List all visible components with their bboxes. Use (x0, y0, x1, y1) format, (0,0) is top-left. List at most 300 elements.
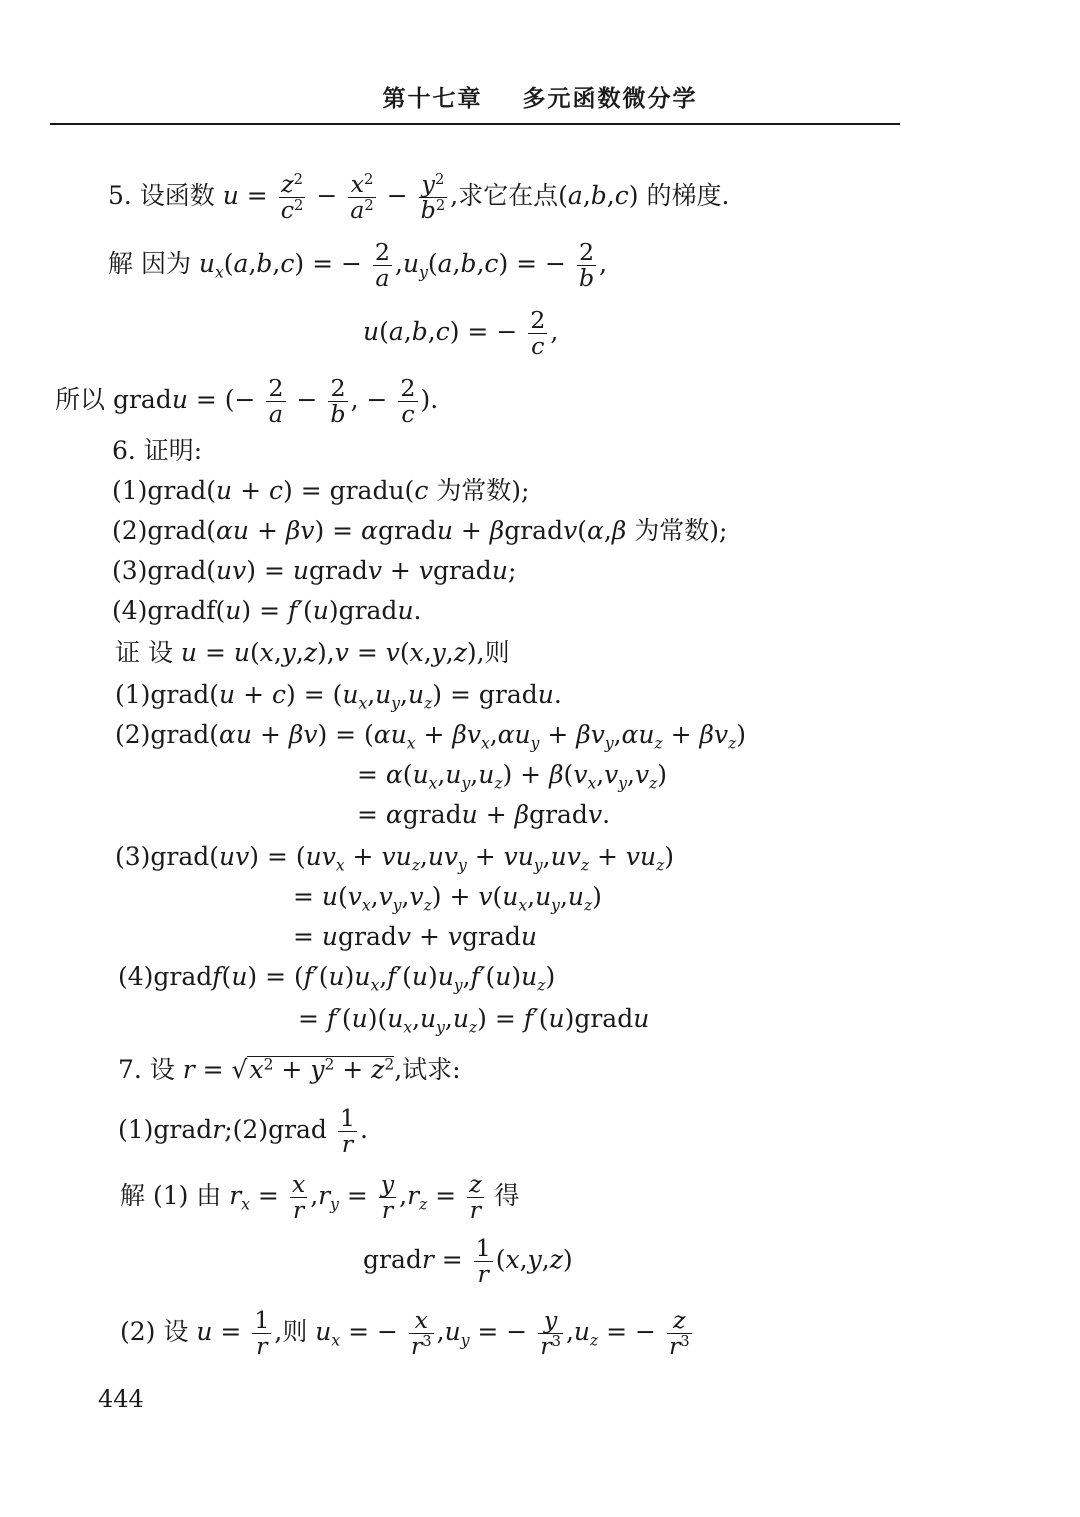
text-run: ). (420, 384, 439, 414)
text-run: ( (402, 760, 413, 789)
text-run: = √ (194, 1055, 248, 1084)
math-symbol: c (280, 196, 295, 225)
math-symbol: y (310, 1055, 325, 1084)
math-symbol: a (388, 316, 404, 346)
text-run: grad (338, 922, 397, 951)
text-run: , (519, 1244, 528, 1274)
text-run: + (452, 516, 490, 545)
math-symbol: αu (497, 720, 531, 749)
text-run: , (273, 638, 282, 667)
fraction-numerator (279, 172, 306, 198)
math-symbol: u (445, 760, 462, 789)
text-run: ; (507, 556, 517, 585)
math-symbol: b (460, 248, 477, 278)
math-symbol: u (461, 800, 478, 829)
math-symbol: a (375, 263, 390, 292)
solution-5-gradient (55, 376, 438, 427)
text-run: ) = grad (432, 680, 538, 709)
text-run: , (489, 720, 498, 749)
text-run: ( (538, 1004, 549, 1033)
text-run: (3)grad( (115, 842, 220, 871)
subscript: y (530, 734, 540, 753)
math-symbol: r (229, 1180, 242, 1210)
math-symbol: u (411, 962, 428, 991)
text-run: grad (432, 556, 492, 585)
math-symbol: c (435, 316, 450, 346)
text-run: 所以 grad (55, 384, 172, 414)
math-symbol: α (385, 760, 403, 789)
text-run: , (452, 248, 461, 278)
text-run: = (197, 638, 234, 667)
math-symbol: u (397, 596, 414, 625)
math-symbol: βv (285, 516, 315, 545)
math-symbol: r (668, 1332, 681, 1361)
text-run: ) + (431, 882, 479, 911)
math-symbol: b (330, 399, 346, 428)
math-symbol: βv (452, 720, 481, 749)
chapter-title: 多元函数微分学 (522, 85, 698, 112)
subscript: x (361, 896, 371, 915)
math-symbol: v (634, 760, 650, 789)
math-symbol: u (198, 248, 216, 278)
proof-6-part-3-line-1 (115, 844, 674, 874)
math-symbol: x (259, 638, 274, 667)
subscript: z (494, 774, 503, 793)
proof-6-part-4-line-2 (298, 1006, 649, 1036)
text-run: , (370, 882, 379, 911)
math-symbol: u (495, 962, 512, 991)
text-run: (4)gradf( (112, 596, 226, 625)
math-symbol: v (418, 556, 433, 585)
superscript: 3 (551, 1332, 561, 1350)
text-run: + (662, 720, 700, 749)
text-run: ) (664, 842, 675, 871)
text-run: . (360, 1114, 368, 1144)
fraction (577, 240, 596, 291)
proof-6-setup (115, 640, 510, 665)
math-symbol: v (409, 882, 424, 911)
text-run: ( (302, 596, 313, 625)
fraction (419, 172, 448, 223)
text-run: ) (592, 882, 602, 911)
subscript: x (587, 774, 597, 793)
text-run: 1 (254, 1306, 270, 1335)
superscript: 2 (293, 171, 303, 188)
superscript: 2 (263, 1055, 274, 1074)
math-symbol: b (590, 181, 607, 211)
math-symbol: v (563, 516, 578, 545)
math-symbol: v (347, 882, 362, 911)
fraction-denominator (279, 198, 306, 223)
text-run: grad (308, 556, 368, 585)
math-symbol: r (421, 1244, 434, 1274)
math-symbol: u (315, 1316, 332, 1346)
math-symbol: β (549, 760, 564, 789)
math-symbol: z (281, 170, 294, 199)
math-symbol: u (196, 1316, 213, 1346)
math-symbol: v (396, 922, 412, 951)
text-run: = (357, 800, 386, 829)
fraction-denominator (252, 1331, 271, 1360)
math-symbol: u (225, 596, 242, 625)
text-run: − (378, 181, 416, 211)
text-run: = (− (187, 384, 264, 414)
math-symbol: z (673, 1306, 686, 1334)
math-symbol: u (402, 248, 420, 278)
math-symbol: u (222, 181, 239, 211)
fraction-numerator (538, 1308, 563, 1334)
text-run: + (466, 842, 504, 871)
fraction-numerator (419, 172, 448, 198)
text-run: = (298, 1004, 327, 1033)
math-symbol: uv (550, 842, 581, 871)
math-symbol: α (586, 516, 604, 545)
math-symbol: u (437, 962, 454, 991)
math-symbol: b (411, 316, 428, 346)
math-symbol: v (385, 638, 400, 667)
math-symbol: y (281, 638, 296, 667)
text-run: ( (492, 882, 503, 911)
fraction-denominator (328, 399, 347, 428)
text-run: (2)grad( (112, 516, 217, 545)
text-run: ) (657, 760, 668, 789)
text-run: 2 (530, 306, 546, 334)
subscript: z (424, 694, 433, 713)
problem-5-statement (108, 172, 729, 223)
text-run: ( (379, 316, 389, 346)
text-run: + (477, 800, 515, 829)
text-run: , (310, 1180, 319, 1210)
fraction (379, 1172, 396, 1223)
math-symbol: f′ (303, 962, 319, 991)
problem-6-item-2 (112, 518, 727, 543)
math-symbol: a (437, 248, 453, 278)
text-run: 2 (374, 238, 390, 266)
math-symbol: u (292, 556, 309, 585)
math-symbol: u (502, 882, 519, 911)
subscript: z (656, 856, 665, 875)
text-run: , (541, 1244, 550, 1274)
subscript: y (391, 694, 401, 713)
fraction-numerator (409, 1308, 434, 1334)
subscript: y (618, 774, 628, 793)
math-symbol: f′ (523, 1004, 539, 1033)
fraction-numerator (290, 1172, 307, 1198)
text-run: grad (461, 922, 521, 951)
text-run: 为常数); (626, 516, 728, 545)
text-run: ( (495, 1244, 506, 1274)
math-symbol: u (491, 556, 508, 585)
fraction-numerator (577, 240, 596, 266)
text-run: , (367, 680, 376, 709)
math-symbol: u (520, 922, 537, 951)
text-run: + (273, 1055, 311, 1084)
math-symbol: v (587, 800, 603, 829)
math-symbol: r (407, 1180, 420, 1210)
text-run: grad (529, 800, 588, 829)
math-symbol: α (385, 800, 403, 829)
subscript: y (604, 734, 614, 753)
radicand (247, 1056, 394, 1082)
subscript: x (480, 734, 490, 753)
text-run: ) = ( (317, 720, 374, 749)
subscript: x (331, 1331, 341, 1350)
math-symbol: x (505, 1244, 520, 1274)
math-symbol: u (180, 638, 198, 667)
math-symbol: αu (373, 720, 407, 749)
math-symbol: u (573, 1316, 591, 1346)
text-run: grad (504, 516, 564, 545)
problem-7-parts (118, 1106, 368, 1157)
math-symbol: vu (503, 842, 534, 871)
text-run: = (249, 1180, 287, 1210)
text-run: ) (736, 720, 747, 749)
problem-6-item-1 (112, 478, 529, 503)
fraction-numerator (528, 308, 547, 334)
fraction (290, 1172, 307, 1223)
subscript: y (392, 896, 402, 915)
math-symbol: a (567, 181, 583, 211)
math-symbol: βv (699, 720, 729, 749)
math-symbol: r (469, 1195, 482, 1224)
math-symbol: x (414, 1306, 428, 1334)
fraction (266, 376, 285, 427)
math-symbol: v (447, 922, 462, 951)
text-run: + (252, 720, 289, 749)
math-symbol: v (604, 760, 619, 789)
math-symbol: y (421, 170, 435, 199)
text-run: , (444, 1004, 453, 1033)
subscript: z (411, 856, 420, 875)
fraction-denominator (577, 263, 596, 292)
math-symbol: uv (305, 842, 336, 871)
proof-6-part-2-line-3 (357, 802, 610, 827)
text-run: = (357, 760, 386, 789)
math-symbol: z (453, 638, 467, 667)
math-symbol: b (420, 196, 436, 225)
superscript: 3 (680, 1332, 690, 1350)
text-run: ( (402, 962, 412, 991)
problem-6-item-4 (112, 598, 422, 623)
text-run: ( (485, 962, 496, 991)
subscript: z (580, 856, 590, 875)
text-run: = (293, 922, 322, 951)
math-symbol: x (291, 1170, 306, 1198)
math-symbol: z (371, 1055, 385, 1084)
text-run: ) = (477, 1004, 524, 1033)
fraction (338, 1106, 357, 1157)
subscript: x (403, 1018, 413, 1037)
fraction (409, 1308, 434, 1359)
text-run: ) = − (294, 248, 370, 278)
math-symbol: a (268, 399, 284, 428)
text-run: ),则 (466, 638, 510, 667)
math-symbol: β (611, 516, 627, 545)
text-run: ) (562, 1244, 573, 1274)
math-symbol: vu (625, 842, 657, 871)
text-run: + (232, 476, 269, 505)
fraction (348, 172, 376, 223)
text-run: ) + (502, 760, 550, 789)
math-symbol: βv (576, 720, 605, 749)
text-run: )grad (564, 1004, 634, 1033)
text-run: grad (377, 516, 437, 545)
math-symbol: b (578, 263, 595, 292)
text-run: ( (338, 882, 348, 911)
math-symbol: u (219, 680, 236, 709)
math-symbol: f′ (288, 596, 303, 625)
subscript: x (241, 1195, 250, 1214)
text-run: , (295, 638, 304, 667)
math-symbol: r (341, 1129, 354, 1158)
subscript: z (728, 734, 737, 753)
math-symbol: c (271, 680, 286, 709)
text-run: , (606, 181, 615, 211)
text-run: (3)grad( (112, 556, 217, 585)
text-run: ( (577, 516, 587, 545)
text-run: − (308, 181, 346, 211)
fraction-numerator (474, 1236, 493, 1262)
fraction-numerator (467, 1172, 484, 1198)
fraction-denominator (348, 198, 376, 223)
superscript: 2 (364, 197, 374, 215)
text-run: = (238, 181, 276, 211)
text-run: + (235, 680, 272, 709)
text-run: ) = (241, 596, 288, 625)
text-run: ) = ( (286, 680, 343, 709)
text-run: ( (341, 1004, 352, 1033)
fraction-numerator (398, 376, 417, 402)
math-symbol: u (408, 680, 425, 709)
problem-6-heading (112, 438, 202, 463)
subscript: y (419, 263, 428, 282)
text-run: . (413, 596, 422, 625)
math-symbol: u (567, 882, 584, 911)
text-run: + (415, 720, 453, 749)
text-run: 2 (400, 374, 416, 402)
text-run: , − (350, 384, 396, 414)
text-run: ,试求: (394, 1055, 461, 1084)
math-symbol: u (321, 882, 339, 911)
text-run: , (470, 760, 479, 789)
text-run: ) = ( (247, 962, 304, 991)
text-run: , (395, 248, 403, 278)
proof-6-part-3-line-2 (293, 884, 602, 914)
math-symbol: u (342, 680, 359, 709)
text-run: 2 (330, 374, 346, 402)
text-run: 得 (486, 1180, 520, 1210)
math-symbol: β (489, 516, 505, 545)
math-symbol: u (354, 962, 371, 991)
math-symbol: α (361, 516, 378, 545)
page-number: 444 (98, 1385, 144, 1413)
text-run: ( (563, 760, 574, 789)
text-run: ), (317, 638, 335, 667)
proof-6-part-2-line-2 (357, 762, 667, 792)
math-symbol: r (292, 1195, 305, 1224)
text-run: = (427, 1180, 465, 1210)
text-run: = − (598, 1316, 664, 1346)
math-symbol: r (212, 1114, 225, 1144)
text-run: ) (511, 962, 522, 991)
fraction-denominator (467, 1195, 484, 1224)
math-symbol: uv (427, 842, 459, 871)
math-symbol: αu (216, 516, 250, 545)
problem-6-item-3 (112, 558, 516, 583)
math-symbol: x (350, 170, 365, 199)
solution-5-partials (108, 240, 607, 291)
math-symbol: a (233, 248, 249, 278)
math-symbol: r (381, 1195, 394, 1224)
text-run: + (249, 516, 286, 545)
text-run: ( (318, 962, 329, 991)
math-symbol: u (436, 516, 453, 545)
math-symbol: u (521, 962, 538, 991)
text-run: 5. 设函数 (108, 181, 223, 211)
math-symbol: αu (621, 720, 655, 749)
fraction-denominator (528, 331, 547, 360)
math-symbol: r (256, 1331, 268, 1360)
text-run: , (436, 1316, 445, 1346)
text-run: 为常数); (428, 476, 530, 505)
fraction (528, 308, 547, 359)
text-run: = (293, 882, 322, 911)
math-symbol: uv (216, 556, 247, 585)
chapter-number: 第十七章 (382, 85, 483, 112)
fraction-denominator (419, 198, 448, 223)
subscript: y (461, 774, 471, 793)
fraction-denominator (290, 1195, 307, 1224)
math-symbol: u (312, 596, 329, 625)
text-run: ( (223, 248, 234, 278)
text-run: 7. 设 (118, 1055, 183, 1084)
math-symbol: y (380, 1170, 395, 1198)
fraction (373, 240, 392, 291)
math-symbol: y (431, 638, 446, 667)
proof-6-part-4-line-1 (118, 964, 555, 994)
text-run: , (401, 882, 410, 911)
subscript: y (533, 856, 543, 875)
math-symbol: z (469, 1170, 482, 1198)
fraction-numerator (667, 1308, 692, 1334)
fraction-denominator (379, 1195, 396, 1224)
text-run: ) (427, 962, 438, 991)
text-run: , (272, 248, 281, 278)
text-run: (1)grad( (115, 680, 220, 709)
superscript: 2 (384, 1055, 395, 1074)
math-symbol: c (614, 181, 629, 211)
text-run: ) = − (449, 316, 526, 346)
math-symbol: r (540, 1332, 552, 1361)
problem-7-statement (118, 1056, 461, 1082)
subscript: y (551, 896, 560, 915)
math-symbol: f (212, 962, 222, 991)
text-run: ( (427, 248, 438, 278)
math-symbol: v (573, 760, 588, 789)
text-run: ) 的梯度. (628, 181, 730, 211)
math-symbol: u (321, 922, 339, 951)
text-run: + (334, 1055, 372, 1084)
text-run: ) = gradu( (283, 476, 415, 505)
math-symbol: x (409, 638, 424, 667)
text-run: 6. 证明: (112, 436, 203, 465)
text-run: ) = (314, 516, 362, 545)
subscript: z (590, 1331, 599, 1350)
text-run: = (348, 638, 386, 667)
text-run: , (445, 638, 454, 667)
fraction-denominator (373, 263, 392, 292)
text-run: grad (402, 800, 462, 829)
